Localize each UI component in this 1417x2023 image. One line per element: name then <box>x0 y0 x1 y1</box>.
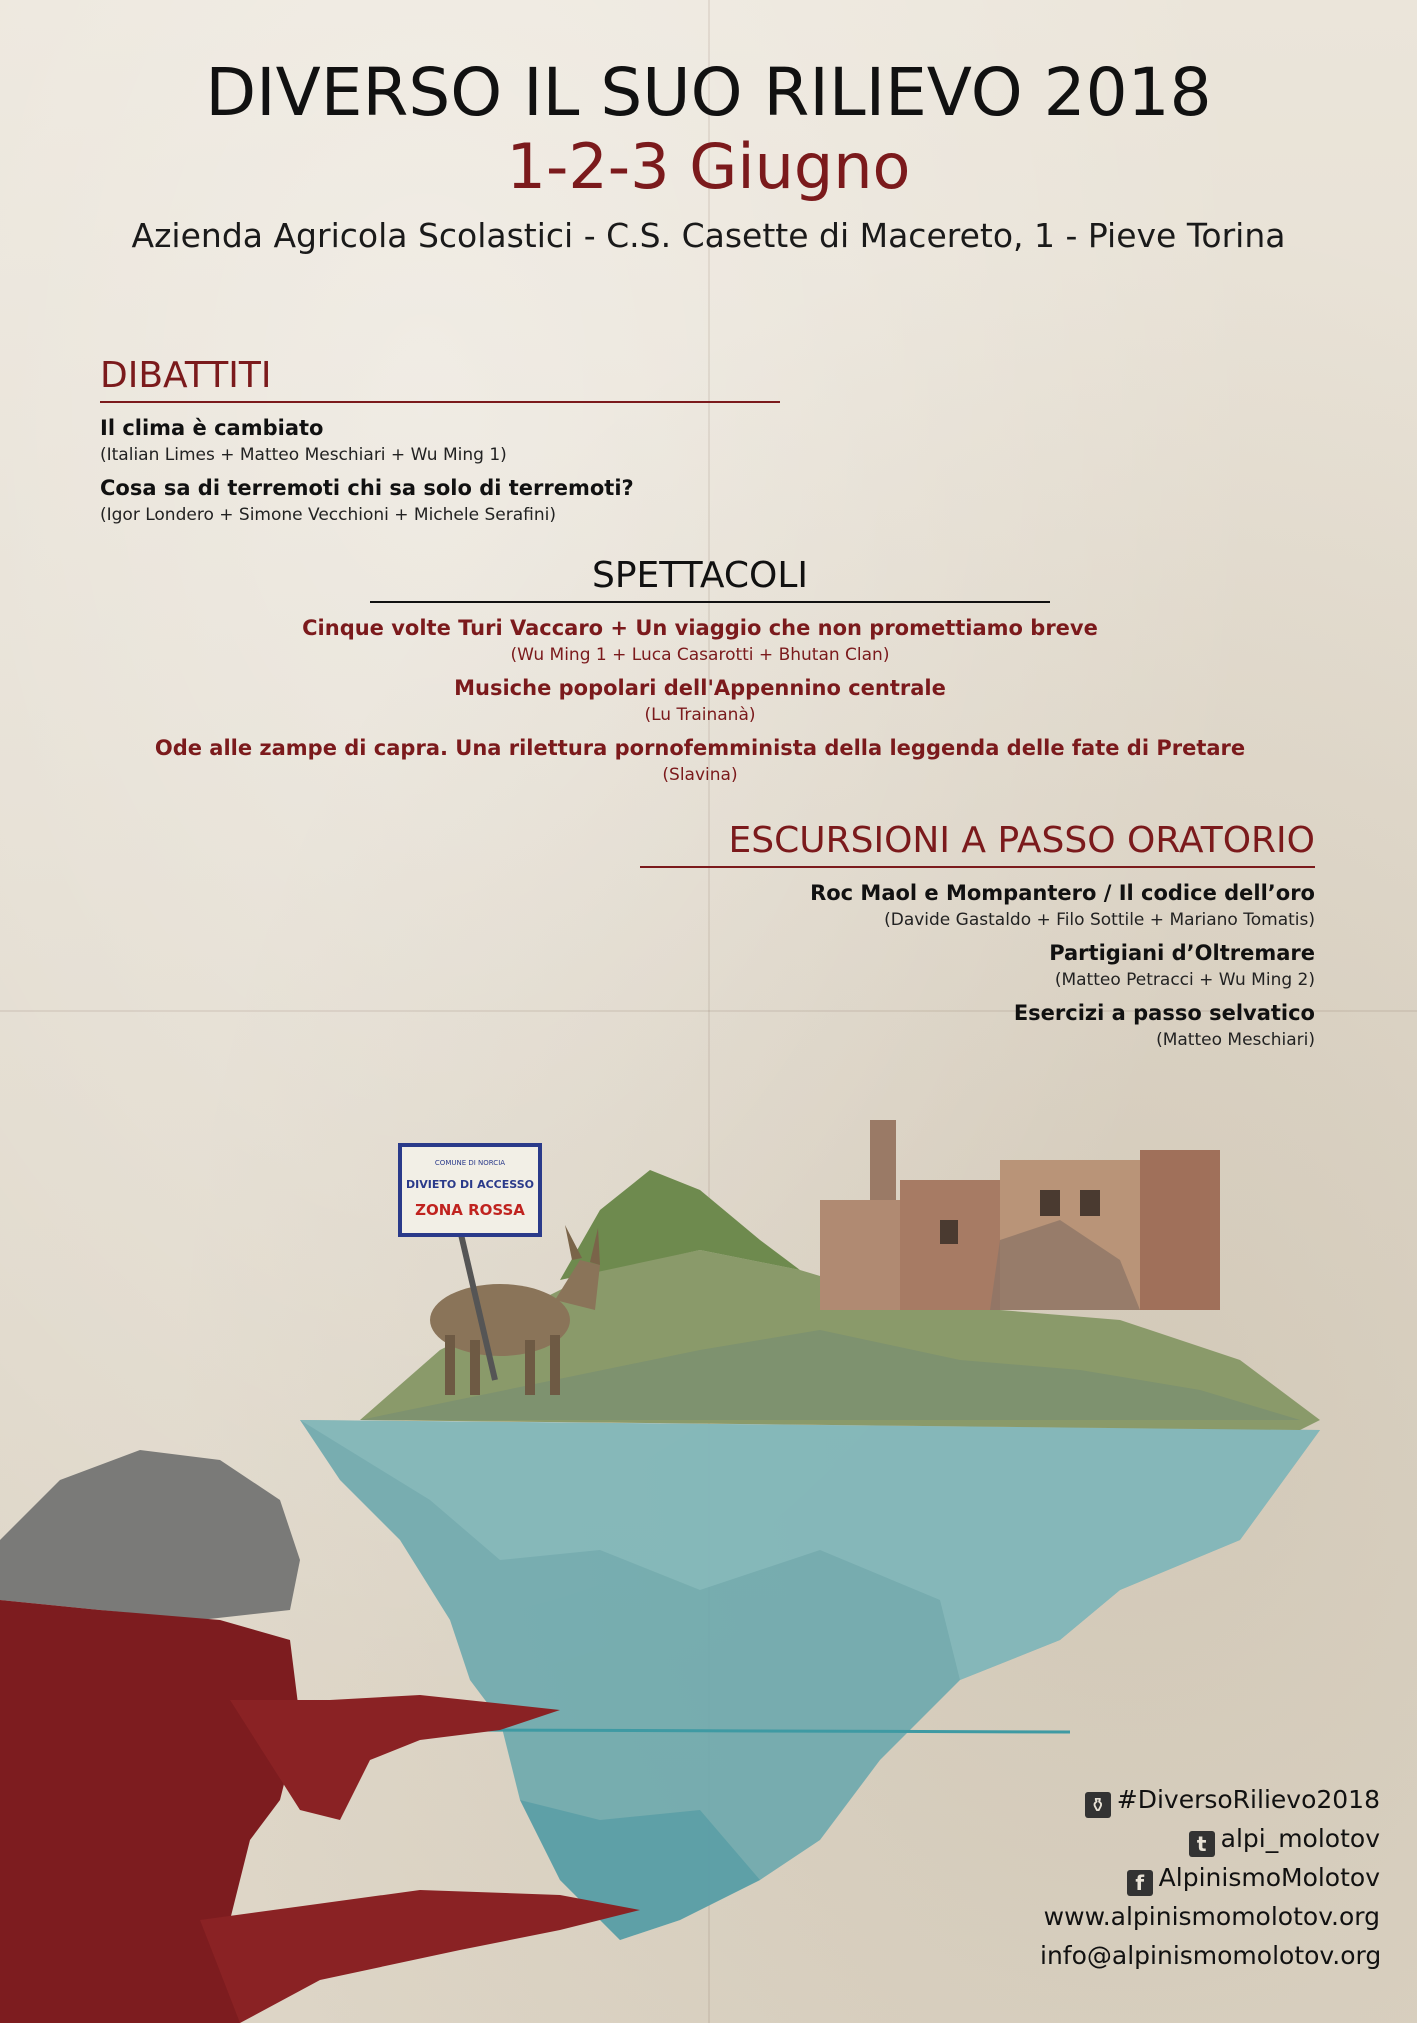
section-spettacoli <box>80 555 1320 793</box>
ruined-buildings <box>820 1120 1220 1310</box>
event-dates: 1-2-3 Giugno <box>506 130 911 203</box>
facebook-link[interactable]: f AlpinismoMolotov <box>1040 1858 1380 1897</box>
event-title: Musiche popolari dell'Appennino centrale <box>454 676 946 700</box>
event-venue: Azienda Agricola Scolastici - C.S. Casette di Macereto, 1 - Pieve Torina <box>131 216 1286 255</box>
event-speakers: (Igor Londero + Simone Vecchioni + Michele Serafini) <box>100 505 556 525</box>
event-title: Ode alle zampe di capra. Una rilettura pornofemminista della leggenda delle fate di Pretare <box>154 736 1246 760</box>
hashtag: ⚱ #DiversoRilievo2018 <box>1040 1780 1380 1819</box>
section-heading: ESCURSIONI A PASSO ORATORIO <box>728 820 1315 861</box>
event-title: Cosa sa di terremoti chi sa solo di terremoti? <box>100 476 634 500</box>
event-title: Roc Maol e Mompantero / Il codice dell’oro <box>810 881 1315 905</box>
twitter-link[interactable]: t alpi_molotov <box>1040 1819 1380 1858</box>
event-title: Il clima è cambiato <box>100 416 324 440</box>
section-rule <box>100 401 780 403</box>
social-links <box>1040 1780 1380 1975</box>
sign-top: COMUNE DI NORCIA <box>434 1159 506 1167</box>
event-speakers: (Lu Trainanà) <box>644 705 756 725</box>
sign-line2: ZONA ROSSA <box>415 1201 525 1219</box>
sign-line1: DIVIETO DI ACCESSO <box>406 1178 534 1191</box>
section-heading: SPETTACOLI <box>592 555 808 596</box>
bottle-icon: ⚱ <box>1085 1792 1111 1818</box>
event-speakers: (Slavina) <box>662 765 738 785</box>
event-title: Esercizi a passo selvatico <box>1013 1001 1315 1025</box>
event-title: Cinque volte Turi Vaccaro + Un viaggio che non promettiamo breve <box>302 616 1098 640</box>
website-link[interactable]: www.alpinismomolotov.org <box>1043 1902 1380 1931</box>
email-link[interactable]: info@alpinismomolotov.org <box>1040 1941 1382 1970</box>
poster-header <box>0 55 1417 259</box>
section-dibattiti <box>100 355 780 533</box>
event-speakers: (Wu Ming 1 + Luca Casarotti + Bhutan Clan) <box>510 645 890 665</box>
event-speakers: (Matteo Petracci + Wu Ming 2) <box>1054 970 1315 990</box>
event-speakers: (Italian Limes + Matteo Meschiari + Wu Ming 1) <box>100 445 507 465</box>
facebook-icon: f <box>1127 1870 1153 1896</box>
event-speakers: (Davide Gastaldo + Filo Sottile + Mariano Tomatis) <box>884 910 1315 930</box>
section-rule <box>640 866 1315 868</box>
event-speakers: (Matteo Meschiari) <box>1156 1030 1315 1050</box>
section-heading: DIBATTITI <box>100 355 272 396</box>
section-rule <box>370 601 1050 603</box>
twitter-icon: t <box>1189 1831 1215 1857</box>
poster-title: DIVERSO IL SUO RILIEVO 2018 <box>205 54 1212 131</box>
event-title: Partigiani d’Oltremare <box>1049 941 1315 965</box>
section-escursioni <box>640 820 1315 1058</box>
